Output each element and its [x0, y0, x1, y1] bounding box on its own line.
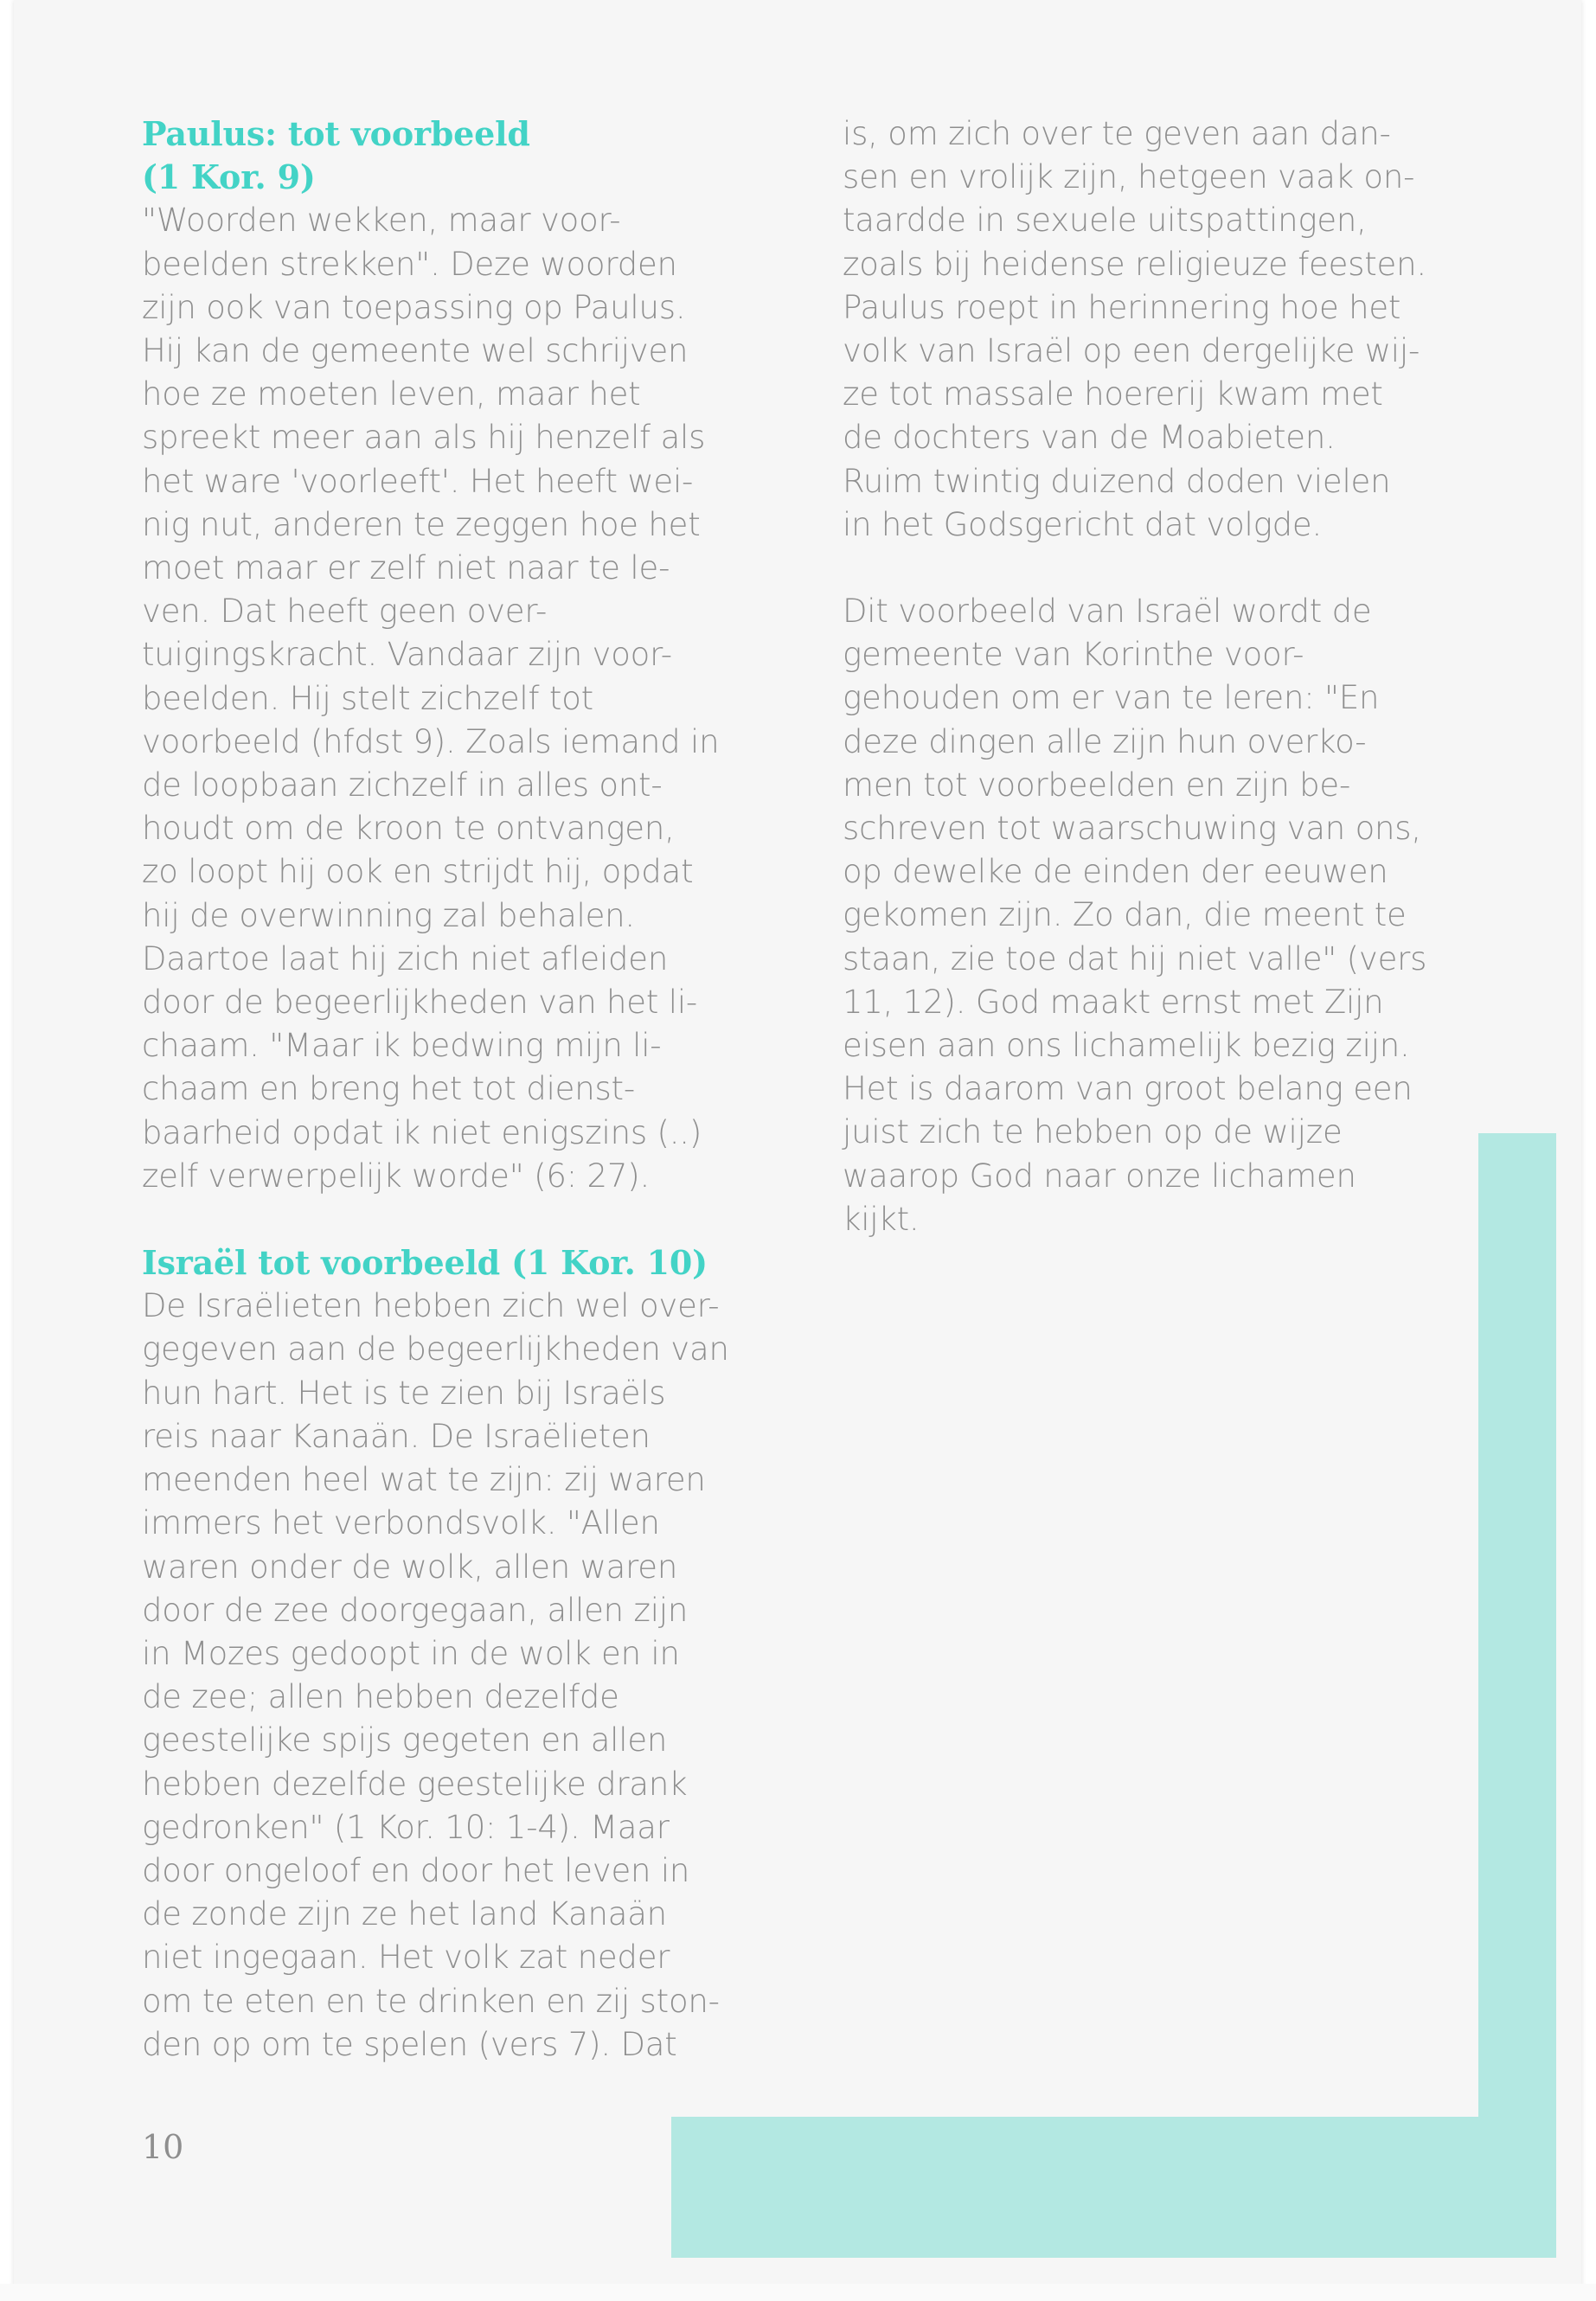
text-line: hoe ze moeten leven, maar het [142, 375, 641, 413]
text-line: beelden strekken". Deze woorden [142, 245, 677, 283]
decorative-accent-vertical-bar [1478, 1133, 1556, 2258]
text-line: tuigingskracht. Vandaar zijn voor- [142, 636, 672, 674]
text-line: schreven tot waarschuwing van ons, [843, 810, 1421, 848]
text-line: eisen aan ons lichamelijk bezig zijn. [843, 1027, 1410, 1065]
text-line: 11, 12). God maakt ernst met Zijn [843, 983, 1384, 1021]
text-line: baarheid opdat ik niet enigszins (..) [142, 1113, 702, 1151]
text-line: chaam en breng het tot dienst- [142, 1070, 635, 1108]
paragraph-spacer [843, 547, 1465, 590]
text-line: de dochters van de Moabieten. [843, 419, 1336, 457]
text-line: waarop God naar onze lichamen [843, 1157, 1356, 1195]
text-line: is, om zich over te geven aan dan- [843, 115, 1391, 152]
paragraph-israel [142, 1285, 765, 2067]
text-line: gekomen zijn. Zo dan, die meent te [843, 896, 1407, 934]
text-line: zelf verwerpelijk worde" (6: 27). [142, 1157, 651, 1195]
text-line: sen en vrolijk zijn, hetgeen vaak on- [843, 158, 1415, 196]
text-line: Ruim twintig duizend doden vielen [843, 462, 1391, 500]
text-line: de loopbaan zichzelf in alles ont- [142, 766, 663, 804]
text-line: meenden heel wat te zijn: zij waren [142, 1461, 706, 1499]
paragraph-continuation [843, 112, 1465, 547]
text-line: in Mozes gedoopt in de wolk en in [142, 1634, 680, 1672]
text-line: Paulus roept in herinnering hoe het [843, 288, 1401, 326]
text-line: de zonde zijn ze het land Kanaän [142, 1895, 667, 1933]
text-line: deze dingen alle zijn hun overko- [843, 722, 1367, 760]
text-line: Dit voorbeeld van Israël wordt de [843, 593, 1372, 631]
decorative-accent-horizontal-bar [671, 2117, 1556, 2258]
heading-line: (1 Kor. 9) [142, 157, 316, 197]
text-line: ven. Dat heeft geen over- [142, 593, 548, 631]
text-line: men tot voorbeelden en zijn be- [843, 766, 1351, 804]
text-line: Het is daarom van groot belang een [843, 1070, 1413, 1108]
text-line: De Israëlieten hebben zich wel over- [142, 1287, 720, 1325]
heading-line: Israël tot voorbeeld (1 Kor. 10) [142, 1243, 708, 1283]
text-line: de zee; allen hebben dezelfde [142, 1678, 619, 1716]
text-line: door ongeloof en door het leven in [142, 1851, 690, 1889]
left-column [142, 112, 765, 2067]
text-line: het ware 'voorleeft'. Het heeft wei- [142, 462, 694, 500]
text-line: zijn ook van toepassing op Paulus. [142, 288, 686, 326]
text-line: op dewelke de einden der eeuwen [843, 853, 1388, 891]
text-line: om te eten en te drinken en zij ston- [142, 1982, 720, 2020]
section-heading-israel [142, 1241, 765, 1285]
text-line: staan, zie toe dat hij niet valle" (vers [843, 939, 1427, 977]
text-line: hun hart. Het is te zien bij Israëls [142, 1374, 666, 1412]
text-line: moet maar er zelf niet naar te le- [142, 549, 670, 587]
text-line: reis naar Kanaän. De Israëlieten [142, 1417, 651, 1455]
paragraph-korinthe [843, 590, 1465, 1241]
paragraph-paulus [142, 199, 765, 1198]
text-line: "Woorden wekken, maar voor- [142, 202, 621, 240]
text-line: in het Godsgericht dat volgde. [843, 505, 1323, 543]
paragraph-spacer [142, 1198, 765, 1241]
text-line: gehouden om er van te leren: "En [843, 679, 1380, 717]
text-line: juist zich te hebben op de wijze [843, 1113, 1343, 1151]
text-line: hij de overwinning zal behalen. [142, 896, 635, 934]
text-line: volk van Israël op een dergelijke wij- [843, 332, 1420, 370]
text-line: Hij kan de gemeente wel schrijven [142, 332, 689, 370]
text-line: door de zee doorgegaan, allen zijn [142, 1591, 689, 1629]
section-heading-paulus [142, 112, 765, 199]
right-column [843, 112, 1465, 1241]
text-line: chaam. "Maar ik bedwing mijn li- [142, 1027, 662, 1065]
text-line: door de begeerlijkheden van het li- [142, 984, 698, 1022]
heading-line: Paulus: tot voorbeeld [142, 114, 530, 153]
book-page [14, 0, 1581, 2301]
page-edge [0, 2284, 1596, 2301]
text-line: houdt om de kroon te ontvangen, [142, 810, 675, 848]
text-line: ze tot massale hoererij kwam met [843, 375, 1383, 413]
text-line: gemeente van Korinthe voor- [843, 636, 1304, 674]
text-line: beelden. Hij stelt zichzelf tot [142, 679, 593, 717]
text-line: waren onder de wolk, allen waren [142, 1548, 678, 1586]
text-line: gedronken" (1 Kor. 10: 1-4). Maar [142, 1808, 670, 1846]
text-line: hebben dezelfde geestelijke drank [142, 1765, 688, 1803]
text-line: niet ingegaan. Het volk zat neder [142, 1939, 670, 1977]
text-line: gegeven aan de begeerlijkheden van [142, 1330, 729, 1368]
page-number: 10 [142, 2128, 184, 2166]
text-line: immers het verbondsvolk. "Allen [142, 1504, 660, 1542]
text-line: kijkt. [843, 1200, 920, 1238]
text-line: taardde in sexuele uitspattingen, [843, 202, 1367, 240]
text-line: Daartoe laat hij zich niet afleiden [142, 939, 669, 977]
text-line: zoals bij heidense religieuze feesten. [843, 245, 1426, 283]
text-line: geestelijke spijs gegeten en allen [142, 1721, 668, 1759]
text-line: zo loopt hij ook en strijdt hij, opdat [142, 853, 694, 891]
text-line: den op om te spelen (vers 7). Dat [142, 2025, 677, 2063]
text-line: voorbeeld (hfdst 9). Zoals iemand in [142, 722, 720, 760]
text-line: nig nut, anderen te zeggen hoe het [142, 505, 701, 543]
text-line: spreekt meer aan als hij henzelf als [142, 419, 706, 457]
